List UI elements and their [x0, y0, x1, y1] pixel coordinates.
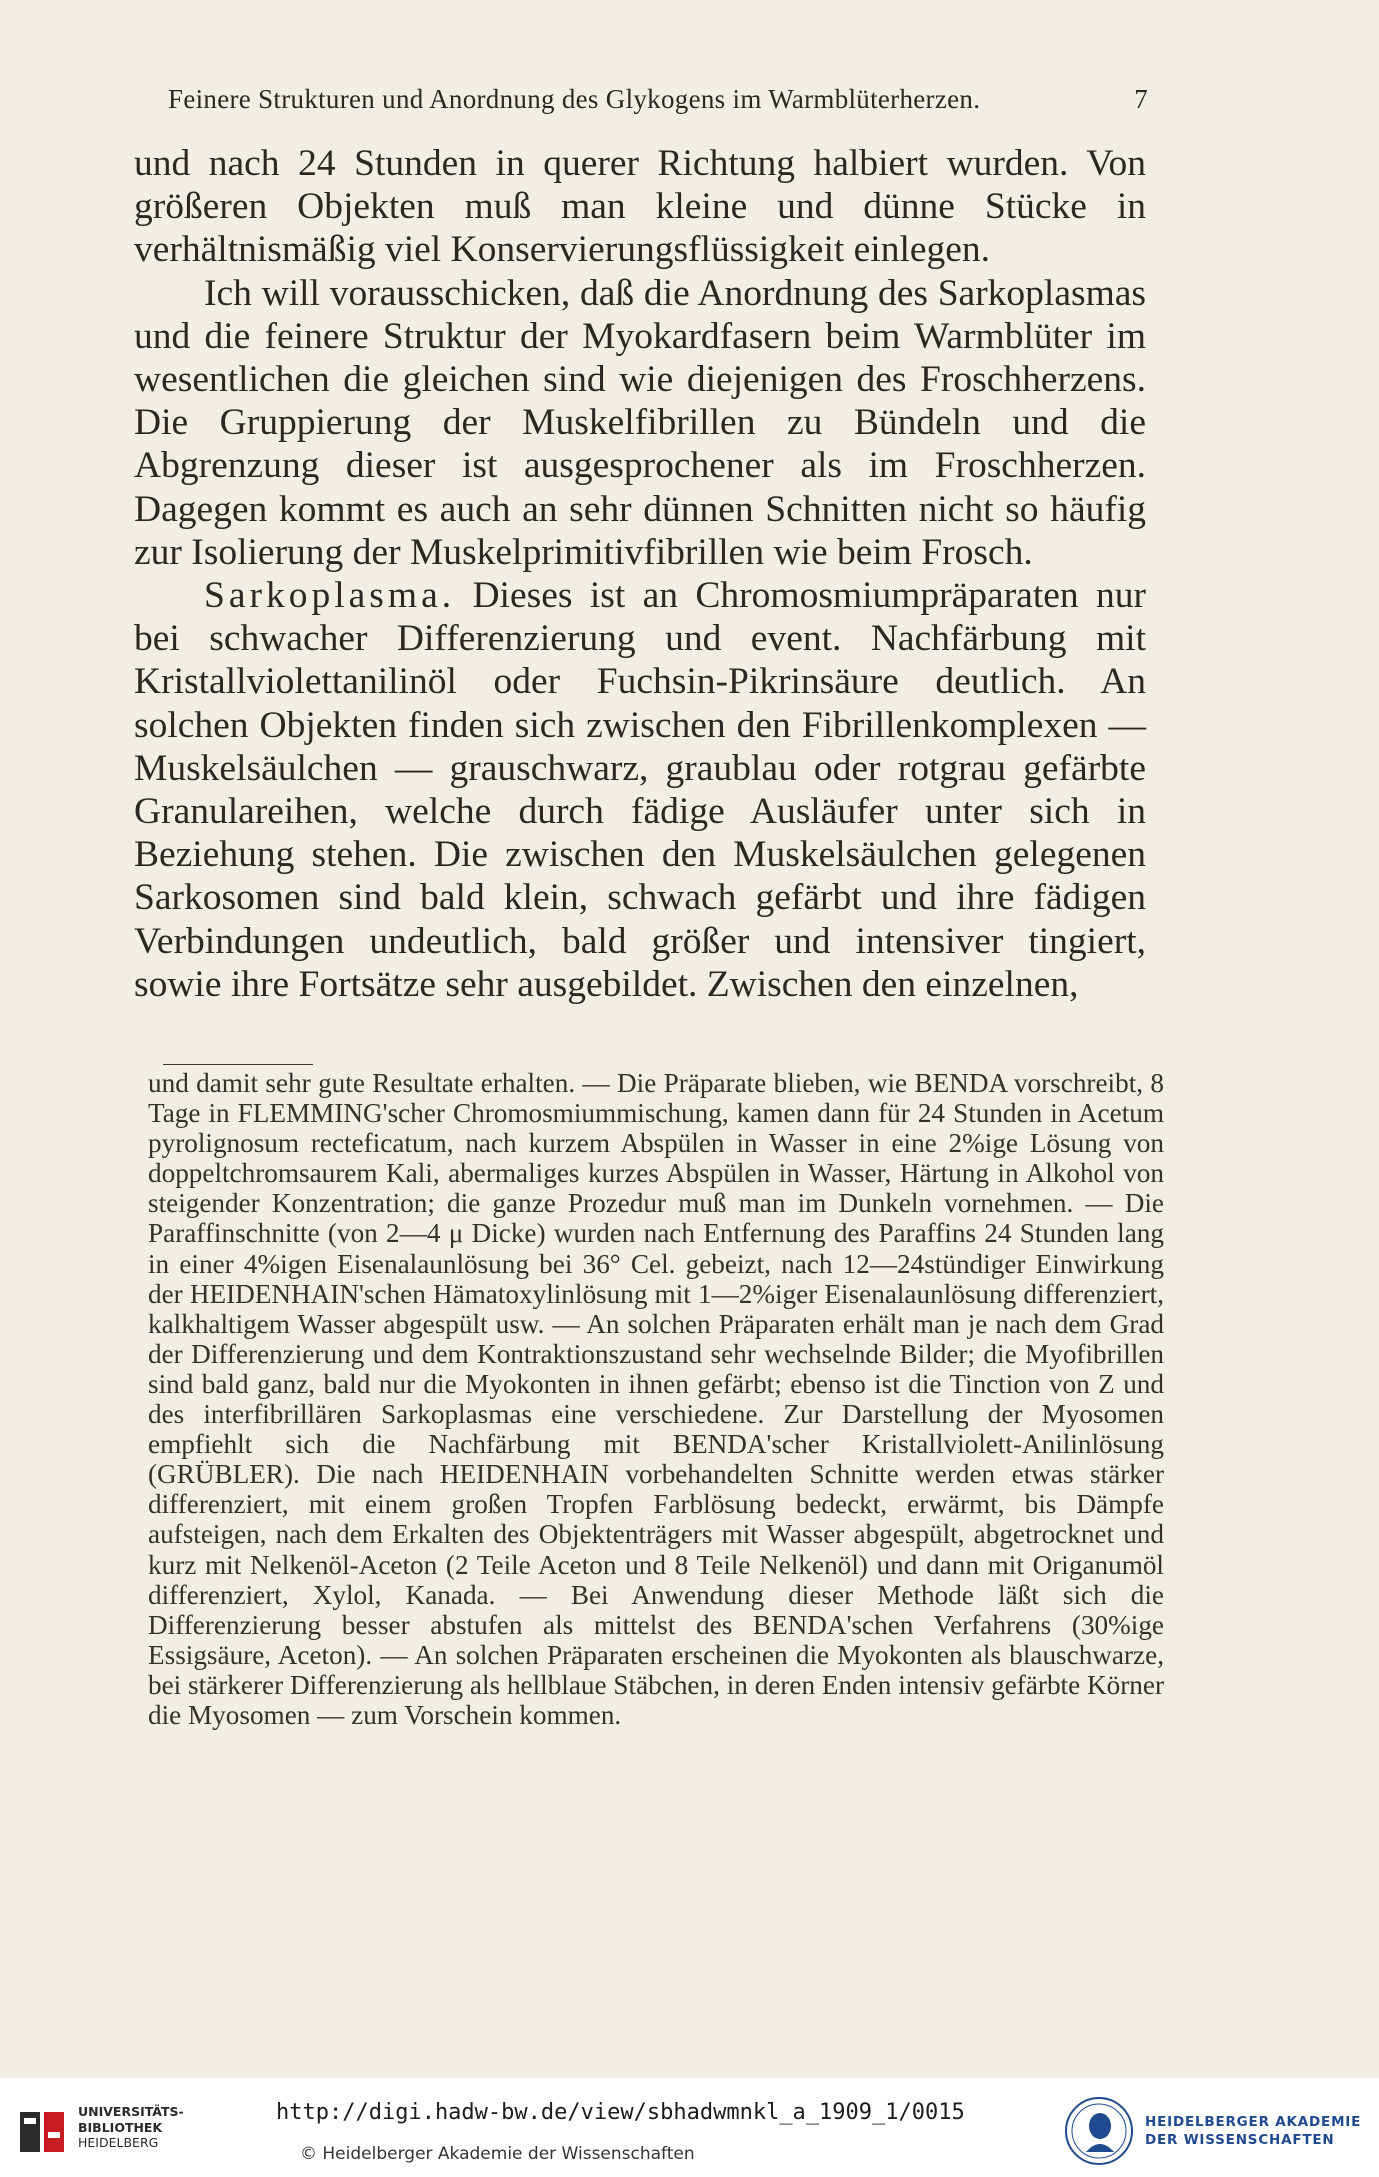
page-number: 7 — [1134, 84, 1148, 114]
ub-line-3: HEIDELBERG — [78, 2135, 159, 2150]
university-library-logo[interactable] — [14, 2104, 70, 2160]
academy-line-2: DER WISSENSCHAFTEN — [1145, 2132, 1335, 2148]
main-text — [134, 142, 1146, 1006]
paragraph-3-text: Dieses ist an Chromosmiumpräparaten nur bei schwacher Differenzierung und event. Nachfärbung mit Kristallviolettanilinöl oder Fuchsin-Pikrinsäure deutlich. An solchen Objekten finden sich zwischen den Fibrillenkomplexen — Muskelsäulchen — grauschwarz, graublau oder rotgrau gefärbte Granulareihen, welche durch fädige Ausläufer unter sich in Beziehung stehen. Die zwischen den Muskelsäulchen gelegenen Sarkosomen sind bald klein, schwach gefärbt und ihre fädigen Verbindungen undeutlich, bald größer und intensiver tingiert, sowie ihre Fortsätze sehr ausgebildet. Zwischen den einzelnen, — [134, 575, 1146, 1005]
permalink-url[interactable]: http://digi.hadw-bw.de/view/sbhadwmnkl_a_1909_1/0015 — [276, 2100, 965, 2125]
copyright-notice: © Heidelberger Akademie der Wissenschaften — [300, 2144, 695, 2164]
running-head-title: Feinere Strukturen und Anordnung des Glykogens im Warmblüterherzen. — [168, 84, 981, 114]
academy-line-1: HEIDELBERGER AKADEMIE — [1145, 2114, 1362, 2130]
ub-line-2: BIBLIOTHEK — [78, 2119, 163, 2135]
paragraph-2: Ich will vorausschicken, daß die Anordnung des Sarkoplasmas und die feinere Struktur der Myokardfasern beim Warmblüter im wesentlichen die gleichen sind wie diejenigen des Froschherzens. Die Gruppierung der Muskelfibrillen zu Bündeln und die Abgrenzung dieser ist ausgesprochener als im Froschherzen. Dagegen kommt es auch an sehr dünnen Schnitten nicht so häufig zur Isolierung der Muskelprimitivfibrillen wie beim Frosch. — [134, 272, 1146, 573]
academy-seal-logo[interactable] — [1064, 2096, 1134, 2166]
digitization-footer — [0, 2078, 1379, 2177]
paragraph-1: und nach 24 Stunden in querer Richtung halbiert wurden. Von größeren Objekten muß man kleine und dünne Stücke in verhältnismäßig viel Konservierungsflüssigkeit einlegen. — [134, 143, 1146, 271]
ub-line-1: UNIVERSITÄTS- — [78, 2104, 184, 2119]
footnote — [148, 1068, 1164, 1730]
footnote-rule — [163, 1064, 313, 1065]
section-heading-sarkoplasma: Sarkoplasma. — [204, 575, 456, 617]
academy-name — [1145, 2113, 1361, 2149]
university-library-name — [78, 2104, 184, 2151]
paragraph-3 — [134, 574, 1146, 1006]
footnote-text: und damit sehr gute Resultate erhalten. — Die Präparate blieben, wie BENDA vorschreibt, 8 Tage in FLEMMING'scher Chromosmiummischung, kamen dann für 24 Stunden in Acetum pyrolignosum recteficatum, nach kurzem Abspülen in Wasser in eine 2%ige Lösung von doppeltchromsaurem Kali, abermaliges kurzes Abspülen in Wasser, Härtung in Alkohol von steigender Konzentration; die ganze Prozedur muß man im Dunkeln vornehmen. — Die Paraffinschnitte (von 2—4 μ Dicke) wurden nach Entfernung des Paraffins 24 Stunden lang in einer 4%igen Eisenalaunlösung bei 36° Cel. gebeizt, nach 12—24stündiger Einwirkung der HEIDENHAIN'schen Hämatoxylinlösung mit 1—2%iger Eisenalaunlösung differenziert, kalkhaltigem Wasser abgespült usw. — An solchen Präparaten erhält man je nach dem Grad der Differenzierung und dem Kontraktionszustand sehr wechselnde Bilder; die Myofibrillen sind bald ganz, bald nur die Myokonten in ihnen gefärbt; ebenso ist die Tinction von Z und des interfibrillären Sarkoplasmas eine verschiedene. Zur Darstellung der Myosomen empfiehlt sich die Nachfärbung mit BENDA'scher Kristallviolett-Anilinlösung (GRÜBLER). Die nach HEIDENHAIN vorbehandelten Schnitte werden etwas stärker differenziert, mit einem großen Tropfen Farblösung bedeckt, erwärmt, bis Dämpfe aufsteigen, nach dem Erkalten des Objektenträgers mit Wasser abgespült, abgetrocknet und kurz mit Nelkenöl-Aceton (2 Teile Aceton und 8 Teile Nelkenöl) und dann mit Origanumöl differenziert, Xylol, Kanada. — Bei Anwendung dieser Methode läßt sich die Differenzierung besser abstufen als mittelst des BENDA'schen Verfahrens (30%ige Essigsäure, Aceton). — An solchen Präparaten erscheinen die Myokonten als blauschwarze, bei stärkerer Differenzierung als hellblaue Stäbchen, in deren Enden intensiv gefärbte Körner die Myosomen — zum Vorschein kommen. — [148, 1068, 1164, 1730]
running-head — [168, 84, 1148, 115]
